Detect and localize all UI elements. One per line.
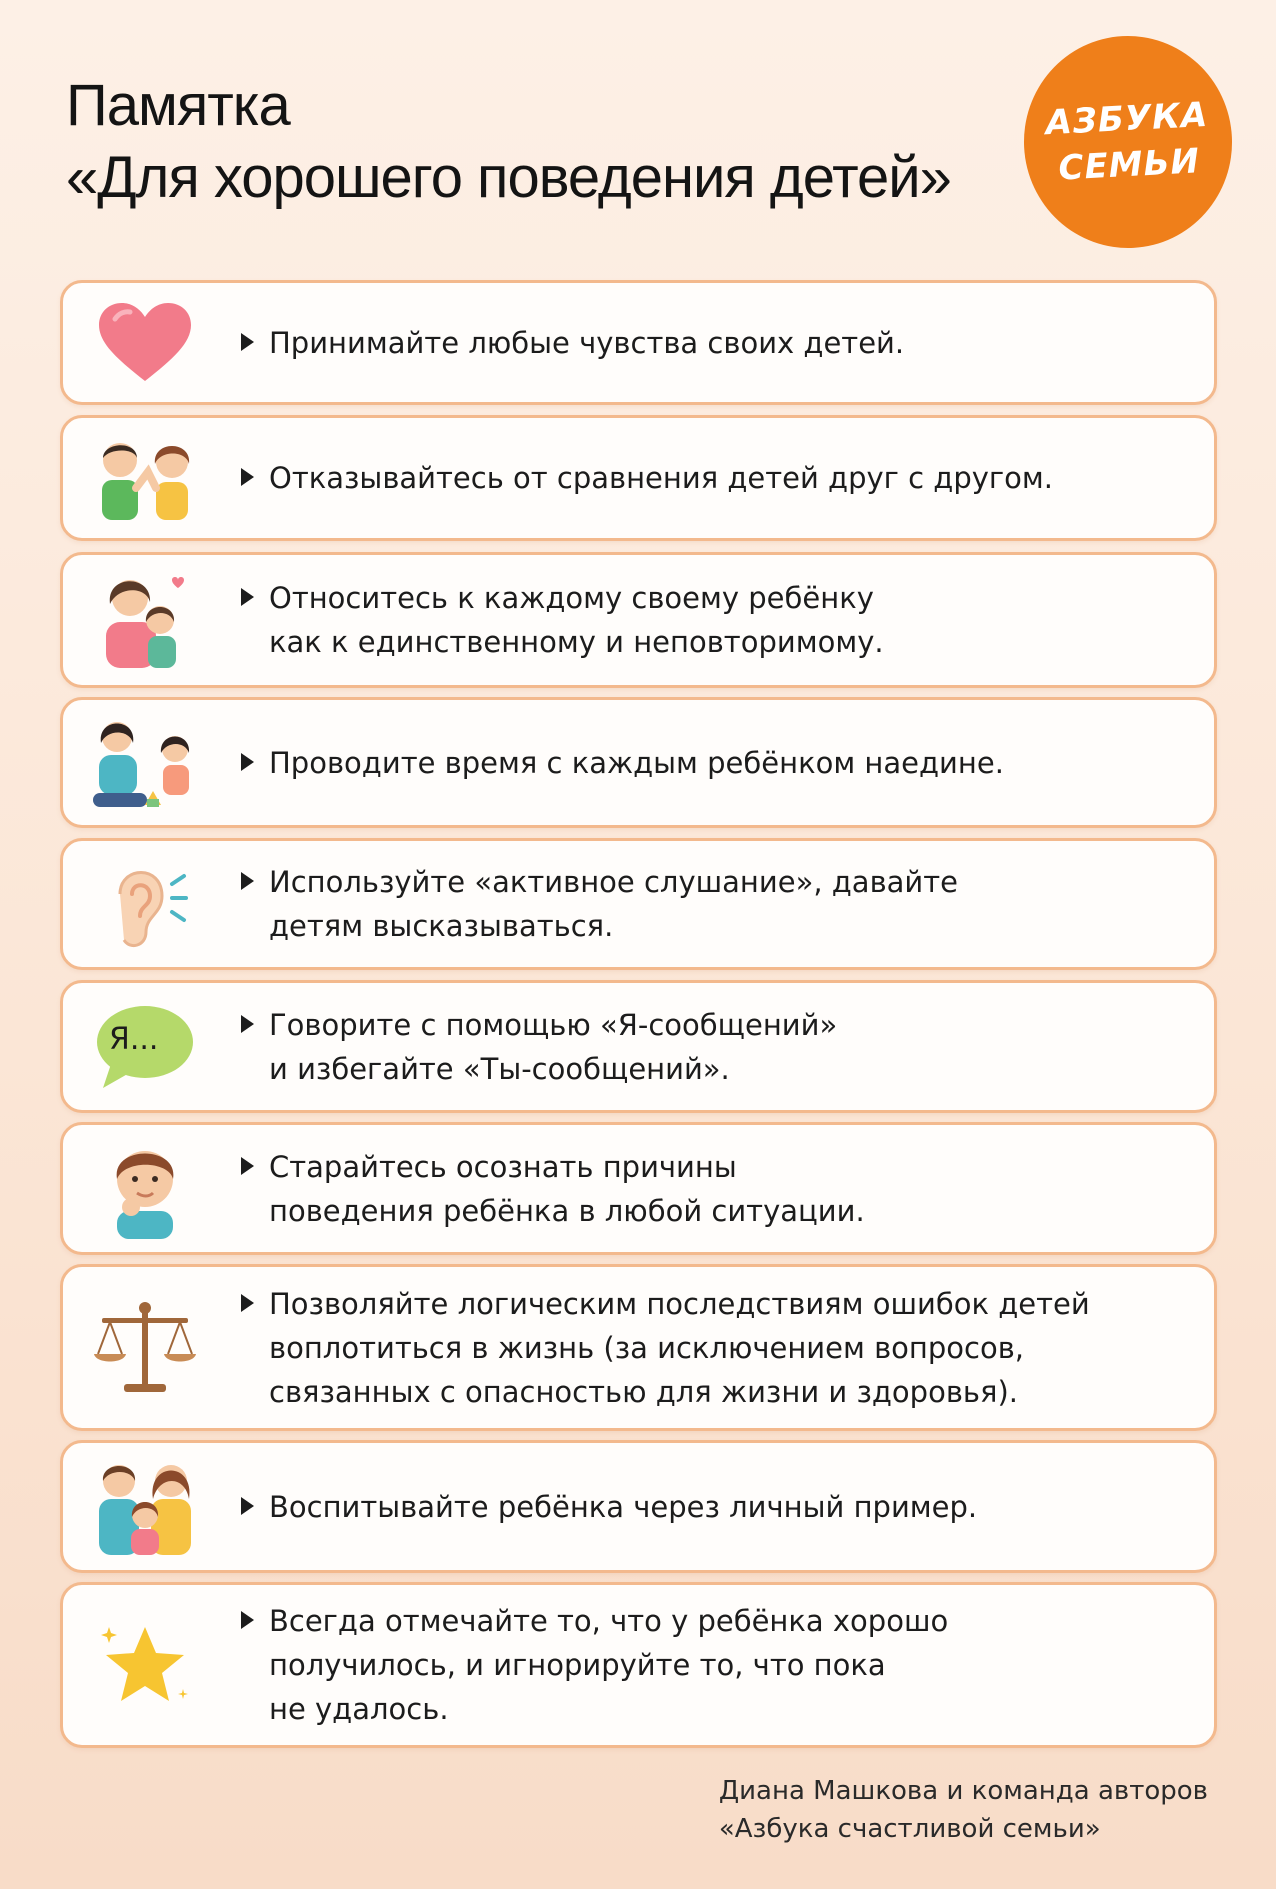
tip-line: Говорите с помощью «Я-сообщений» [269, 1007, 838, 1042]
speech-bubble-icon [85, 992, 205, 1102]
tip-card [60, 1440, 1217, 1573]
tip-line: поведения ребёнка в любой ситуации. [269, 1193, 865, 1228]
tip-line: воплотиться в жизнь (за исключением вопросов, [269, 1330, 1025, 1365]
tip-line: Всегда отмечайте то, что у ребёнка хорошо [269, 1604, 949, 1638]
bullet-icon [241, 1015, 254, 1033]
tip-line: Принимайте любые чувства своих детей. [269, 325, 905, 360]
tip-line: Отказывайтесь от сравнения детей друг с другом. [269, 461, 1053, 495]
tip-card [60, 1122, 1217, 1255]
tip-card [60, 1264, 1217, 1431]
author-line-2: «Азбука счастливой семьи» [718, 1814, 1101, 1844]
children-high-five-icon [85, 423, 205, 533]
bullet-icon [241, 1497, 254, 1515]
bullet-icon [241, 333, 254, 351]
tip-card [60, 980, 1217, 1113]
tip-text [269, 456, 1174, 500]
tip-text [269, 860, 1174, 948]
tip-text [269, 576, 1174, 664]
tip-line: связанных с опасностью для жизни и здоровья). [269, 1374, 1018, 1409]
tip-card [60, 838, 1217, 970]
scales-icon [85, 1293, 205, 1403]
bullet-icon [241, 753, 254, 771]
tip-text [269, 321, 1174, 365]
tip-card [60, 552, 1217, 688]
tip-line: и избегайте «Ты-сообщений». [269, 1051, 730, 1086]
tip-card [60, 415, 1217, 541]
family-icon [85, 1452, 205, 1562]
tip-card [60, 280, 1217, 405]
tip-line: Старайтесь осознать причины [269, 1149, 737, 1184]
bullet-icon [241, 1157, 254, 1175]
tip-text [269, 1282, 1174, 1414]
author-credit [719, 1772, 1208, 1848]
tip-line: Относитесь к каждому своему ребёнку [269, 581, 874, 615]
mother-hugging-child-icon [85, 565, 205, 675]
tip-card [60, 1582, 1217, 1748]
badge-line-2: СЕМЬИ [1057, 141, 1201, 189]
bullet-icon [241, 588, 254, 606]
author-line-1: Диана Машкова и команда авторов [718, 1776, 1208, 1806]
tip-text [269, 1145, 1174, 1233]
title-line-1: Памятка [66, 73, 290, 138]
tip-line: Проводите время с каждым ребёнком наедине. [269, 745, 1004, 780]
bullet-icon [241, 1611, 254, 1629]
tip-line: Позволяйте логическим последствиям ошибок детей [269, 1286, 1090, 1321]
tip-text [269, 741, 1174, 785]
bullet-icon [241, 1294, 254, 1312]
tip-line: Воспитывайте ребёнка через личный пример. [269, 1489, 978, 1524]
badge-line-1: АЗБУКА [1044, 94, 1210, 144]
star-icon [85, 1610, 205, 1720]
heart-icon [85, 288, 205, 398]
title-line-2: «Для хорошего поведения детей» [66, 145, 951, 210]
tip-line: не удалось. [269, 1692, 449, 1726]
page-title [66, 70, 951, 214]
tip-text [269, 1599, 1174, 1731]
tip-card [60, 697, 1217, 828]
tip-line: получилось, и игнорируйте то, что пока [269, 1648, 886, 1682]
bullet-icon [241, 468, 254, 486]
mother-playing-with-child-icon [85, 708, 205, 818]
speech-bubble-text: Я... [109, 1021, 159, 1057]
tip-text [269, 1485, 1174, 1529]
tip-line: детям высказываться. [269, 909, 614, 943]
ear-icon [85, 849, 205, 959]
thinking-boy-icon [85, 1134, 205, 1244]
tip-line: как к единственному и неповторимому. [269, 625, 884, 659]
tip-line: Используйте «активное слушание», давайте [269, 865, 959, 899]
tip-text [269, 1003, 1174, 1091]
brand-badge [1019, 31, 1238, 254]
bullet-icon [241, 872, 254, 890]
